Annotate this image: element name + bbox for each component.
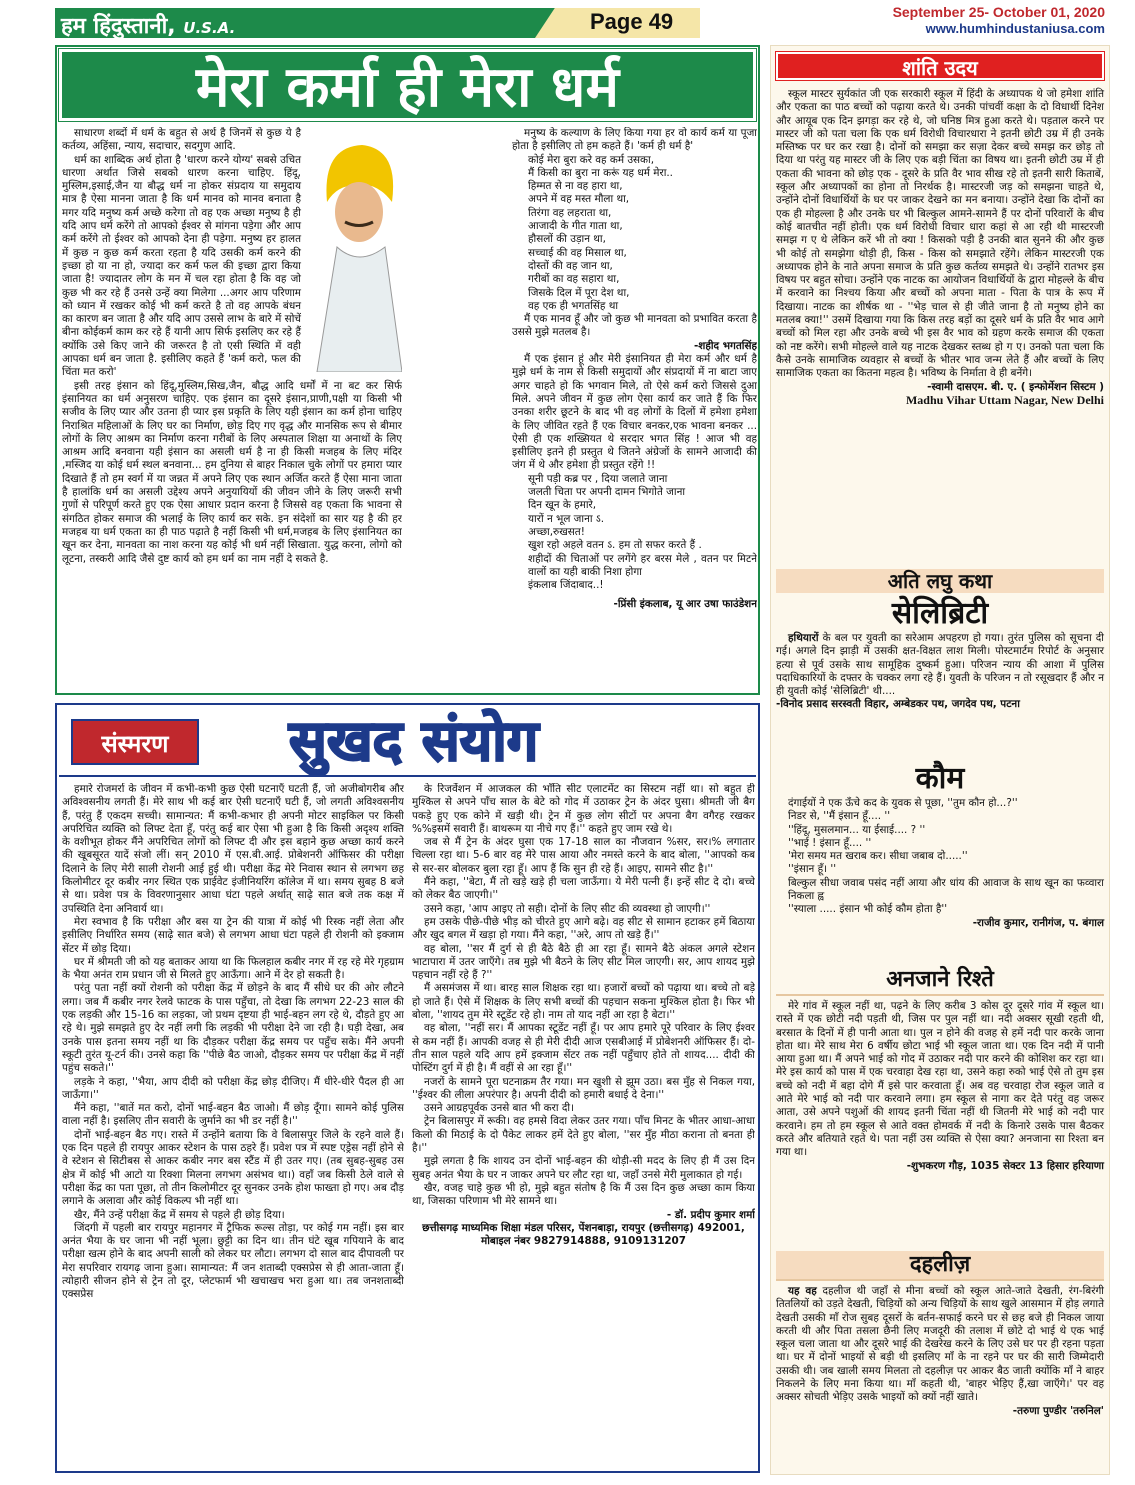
paragraph: इसी तरह इंसान को हिंदू,मुस्लिम,सिख,जैन, बौद्ध आदि धर्मों में ना बट कर सिर्फ इंसानियत का धर्म अनुसरण चाहिए. एक इंसान का दूसरे इंसान,प्राणी,पक्षी या किसी भी सजीव के लिए प्यार और उतना ही प्यार इस प्रकृति के लिए यही इंसान का कर्म होना चाहिए निराश्रित महिलाओं के लिए घर का निर्माण, छोड़ दिए गए वृद्ध और मानसिक रूप से बीमार लोगों के लिए आश्रम का निर्माण करना गरीबों के लिए अस्पताल शिक्षा या अनाथों के लिए आश्रम आदि बनवाना यही इंसान का असली धर्म है ना ही किसी मजहब के लिए मंदिर ,मस्जिद या कोई धर्म स्थल बनवाना... हम दुनिया से बाहर निकाल चुके लोगों पर हमारा प्यार दिखाते हैं तो हम स्वर्ग में या जन्नत में अपने लिए एक स्थान अर्जित करते हैं ऐसा माना जाता है हालांकि धर्म का असली उद्देश्य अपने अनुयायियों की जीवन जीने के लिए जरूरी सभी गुणों से परिपूर्ण करते हुए एक ऐसा आधार प्रदान करना है जिससे वह एकता कि भावना से संगठित होकर समाज की भलाई के लिए कार्य कर सके. इन संदेशों का सार यह है की हर मजहब या धर्म एकता का ही पाठ पढ़ाते है नहीं किसी भी धर्म,मजहब के लिए इंसानियत का खून कर देना, मानवता का नाश करना यह कोई भी धर्म नहीं सिखाता. युद्ध करना, लोगो को लूटना, तस्करी आदि जैसे दुष्ट कार्य को हम धर्म का नाम नहीं दे सकते है.: [62, 379, 402, 565]
article-column-2: [412, 783, 755, 1469]
page-number: Page 49: [590, 9, 674, 34]
text-line: बिल्कुल सीधा जवाब पसंद नहीं आया और धांय की आवाज के साथ खून का फव्वारा निकला ह्व: [788, 876, 1104, 903]
author-address: Madhu Vihar Uttam Nagar, New Delhi: [905, 392, 1104, 407]
section-ati-laghu-katha: [776, 569, 1104, 593]
paragraph: जिंदगी में पहली बार रायपुर महानगर में ट्रैफिक रूल्स तोड़ा, पर कोई गम नहीं। इस बार अनंत भैया के घर जाना भी नहीं भूला। छुट्टी का दिन था। तीन घंटे खूब गपियाने के बाद परीक्षा खत्म होने के बाद अपनी साली को लेकर घर लौटा। लगभग दो साल बाद दीपावली पर मेरा सपरिवार रायगढ़ जाना हुआ। सामान्यत: मैं जन शताब्दी एक्सप्रेस से ही आता-जाता हूँ। त्योहारी सीजन होने से ट्रेन तो दूर, प्लेटफार्म भी खचाखच भरा हुआ था। तब जनशताब्दी एक्सप्रेस: [62, 1221, 404, 1301]
paragraph: उसने आग्रहपूर्वक उनसे बात भी करा दी।: [424, 1102, 575, 1115]
paragraph: मैं एक इंसान हूं और मेरी इंसानियत ही मेरा कर्म और धर्म है मुझे धर्म के नाम से किसी समुदायों और संप्रदायों में ना बाटा जाए अगर चाहते हो कि भगवान मिले, तो ऐसे कर्म करो जिससे दुआ मिले. अपने जीवन में कुछ लोग ऐसा कार्य कर जाते हैं कि फिर उनका शरीर छूटने के बाद भी वह लोगों के दिलों में हमेशा हमेशा के लिए जीवित रहते हैं एक विचार बनकर,एक भावना बनकर ... ऐसी ही एक शख्सियत थे सरदार भगत सिंह ! आज भी वह इसीलिए इतने ही प्रस्तुत थे जितने अंग्रेजों के सामने आजादी की जंग में थे और हमेशा ही प्रस्तुत रहेंगे !!: [512, 353, 757, 472]
issue-date: September 25- October 01, 2020: [892, 4, 1105, 20]
section-tag: संस्मरण: [71, 719, 199, 765]
page-header: [55, 4, 1105, 40]
paragraph: खैर, मैंने उन्हें परीक्षा केंद्र में समय से पहले ही छोड़ दिया।: [74, 1208, 285, 1221]
text-line: हिम्मत से ना वह हारा था,: [528, 180, 623, 193]
masthead-suffix: U.S.A.: [183, 19, 236, 37]
text-line: अच्छा,रुखसत!: [528, 525, 585, 538]
paragraph: दोनों भाई-बहन बैठ गए। रास्ते में उन्होंने बताया कि वे बिलासपुर जिले के रहने वाले हैं। एक दिन पहले ही रायपुर आकर स्टेशन के पास ठहरे हैं। प्रवेश पत्र में स्पष्ट एड्रेस नहीं होने से वे स्टेशन से सिटीबस से आकर कबीर नगर बस स्टैंड में ही उतर गए। (तब सुबह-सुबह उस क्षेत्र में कोई भी आटो या रिक्शा मिलना लगभग असंभव था।) वहाँ जब किसी ठेले वाले से परीक्षा केंद्र का पता पूछा, तो तीन किलोमीटर दूर सुनकर उनके होश फाख्ता हो गए। अब दौड़ लगाने के अलावा और कोई विकल्प भी नहीं था।: [62, 1128, 404, 1208]
bhagat-singh-portrait: [307, 127, 402, 372]
story-anjane-rishte: [776, 966, 1104, 1173]
text-line: गरीबों का वह सहारा था,: [528, 273, 620, 286]
text-line: जिसके दिल में पूरा देश था,: [528, 286, 630, 299]
text-line: वह एक ही भगतसिंह था: [528, 299, 619, 312]
story-text: मेरे गांव में स्कूल नहीं था, पढ़ने के लिए करीब 3 कोस दूर दूसरे गांव में स्कूल था। रास्ते में एक छोटी नदी पड़ती थी, जिस पर पुल नहीं था। नदी अक्सर सूखी रहती थी, बरसात के दिनों में ही पानी आता था। पुल न होने की वजह से हमें नदी पार करके जाना होता था। मेरे साथ मेरा 6 वर्षीय छोटा भाई भी स्कूल जाता था। एक दिन नदी में पानी आया हुआ था। मैं अपने भाई को गोद में उठाकर नदी पार करने की कोशिश कर रहा था। मेरे इस कार्य को पास में एक चरवाहा देख रहा था, उसने कहा रुको भाई ऐसे तो तुम इस बच्चे को नदी में बहा दोगे मैं इसे पार करवाता हूँ। अब वह चरवाहा रोज स्कूल जाते व आते मेरे भाई को नदी पार करवाने लगा। हम स्कूल से नागा कर देते परंतु वह जरूर आता, उसे अपने पशुओं की शायद इतनी चिंता नहीं थी जितनी मेरे भाई को नदी पार करवाने। हम तो हम स्कूल से आते वक्त होमवर्क में नदी के किनारे उसके पास बैठकर करते और बतियाते रहते थे। पता नहीं उस व्यक्ति से ऐसा क्या? अनजाना सा रिश्ता बन गया था।: [776, 1000, 1104, 1159]
article-column-1: [62, 127, 402, 689]
story-celebrity: [776, 596, 1104, 712]
paragraph: ट्रेन बिलासपुर में रूकी। वह हमसे विदा लेकर उतर गया। पाँच मिनट के भीतर आधा-आधा किलो की मिठाई के दो पैकेट लाकर हमें देते हुए बोला, ''सर मुँह मीठा कराना तो बनता ही है।'': [412, 1115, 755, 1155]
text-line: सूनी पड़ी कब्र पर , दिया जलाते जाना: [528, 472, 668, 485]
text-line: मैं किसी का बुरा ना करूं यह धर्म मेरा..: [528, 166, 673, 179]
article-headline: मेरा कर्मा ही मेरा धर्म: [59, 49, 756, 121]
paragraph: नजरों के सामने पूरा घटनाक्रम तैर गया। मन खुशी से झूम उठा। बस मुँह से निकल गया, ''ईश्वर की लीला अपरंपार है। अपनी दीदी को हमारी बधाई दे देना।'': [412, 1075, 755, 1101]
story-title: दहलीज़: [776, 1251, 1104, 1281]
text-line: जलती चिता पर अपनी दामन भिगोते जाना: [528, 486, 686, 499]
quote-attribution: -शहीद भगतसिंह: [693, 339, 757, 352]
story-dahleez: [776, 1251, 1104, 1418]
text-line: हौसलों की उड़ान था,: [528, 233, 606, 246]
paragraph: साधारण शब्दों में धर्म के बहुत से अर्थ है जिनमें से कुछ ये है कर्तव्य, अहिंसा, न्याय, सदाचार, सदगुण आदि.: [62, 127, 301, 153]
paragraph: लड़के ने कहा, ''भैया, आप दीदी को परीक्षा केंद्र छोड़ दीजिए। मैं धीरे-धीरे पैदल ही आ जाऊँगा।'': [62, 1075, 404, 1101]
article-banner: [59, 707, 756, 777]
paragraph: धर्म का शाब्दिक अर्थ होता है 'धारण करने योग्य' सबसे उचित धारणा अर्थात जिसे सबको धारण करना चाहिए. हिंदू, मुस्लिम,इसाई,जैन या बौद्ध धर्म ना होकर संप्रदाय या समुदाय मात्र है ऐसा मानना जाता है कि धर्म मानव को मानव बनाता है मगर यदि मनुष्य कर्म अच्छे करेगा तो वह एक अच्छा मनुष्य है ही यदि आप धर्म करेंगे तो आपको ईश्वर से मांगना पड़ेगा और आप कर्म करेंगे तो ईश्वर को आपको देना ही पड़ेगा. मनुष्य हर हालत में कुछ न कुछ कर्म करता रहता है यदि उसकी कर्म करने की इच्छा हो या ना हो, ज्यादा कर कर्म फल की इच्छा द्वारा किया जाता है! ज्यादातर लोग के मन में चल रहा होता है कि वह जो कुछ भी कर रहे हैं उनसे उन्हें क्या मिलेगा ...अगर आप परिणाम को ध्यान में रखकर कोई भी कर्म करते है तो वह आपके बंधन का कारण बन जाता है और यदि आप उससे लाभ के बारे में सोचें बीना कोईकर्म काम कर रहे हैं यानी आप सिर्फ इसलिए कर रहे हैं क्योंकि उसे किए जाने की जरूरत है तो एसी स्थिति में वही आपका धर्म बन जाता है. इसीलिए कहते हैं 'कर्म करो, फल की चिंता मत करो': [62, 153, 301, 379]
text-line: सच्चाई की वह मिसाल था,: [528, 246, 627, 259]
text-line: ''भाई ! इंसान हूँ.... '': [788, 836, 872, 849]
paragraph: जब से मैं ट्रेन के अंदर घुसा एक 17-18 साल का नौजवान %सर, सर।% लगातार चिल्ला रहा था। 5-6 बार वह मेरे पास आया और नमस्ते करने के बाद बोला, ''आपको कब से सर-सर बोलकर बुला रहा हूँ। आप हैं कि सुन ही रहे हैं। आइए, सामने सीट है।'': [412, 836, 755, 875]
paragraph: उसने कहा, 'आप आइए तो सही। दोनों के लिए सीट की व्यवस्था हो जाएगी।'': [424, 902, 711, 915]
text-line: ''हिंदू, मुसलमान... या ईसाई.... ? '': [788, 823, 926, 836]
text-line: दोस्तों की वह जान था,: [528, 259, 613, 272]
paragraph: मैं असमंजस में था। बारह साल शिक्षक रहा था। हजारों बच्चों को पढ़ाया था। बच्चे तो बड़े हो जाते हैं। ऐसे में शिक्षक के लिए सभी बच्चों की पहचान सकना मुश्किल होता है। फिर भी बोला, ''शायद तुम मेरे स्टूडेंट रहे हो। नाम तो याद नहीं आ रहा है बेटा।'': [412, 982, 755, 1022]
text-line: अपने में वह मस्त मौला था,: [528, 193, 630, 206]
text-line: कोई मेरा बुरा करे वह कर्म उसका,: [528, 153, 655, 166]
paragraph: के रिजर्वेशन में आजकल की भाँति सीट एलाटमेंट का सिस्टम नहीं था। सो बहुत ही मुश्किल से अपने पाँच साल के बेटे को गोद में उठाकर ट्रेन के अंदर घुसा। श्रीमती जी बैग पकड़े हुए एक कोने में खड़ी थी। ट्रेन में कुछ लोग सीटों पर अपना बैग वगैरह रखकर %%इसमें सवारी हैं। बाथरूम या नीचे गए हैं।'' कहते हुए जाम रखे थे।: [412, 783, 755, 835]
paragraph: मुझे लगता है कि शायद उन दोनों भाई-बहन की थोड़ी-सी मदद के लिए ही मैं उस दिन सुबह अनंत भैया के घर न जाकर अपने घर लौट रहा था, जहाँ उनसे मेरी मुलाकात हो गई।: [412, 1155, 755, 1181]
article-author: -प्रिंसी इंकलाब, यू आर उषा फाउंडेशन: [613, 598, 757, 611]
paragraph: मनुष्य के कल्याण के लिए किया गया हर वो कार्य कर्म या पूजा होता है इसीलिए तो हम कहते हैं। 'कर्म ही धर्म है': [512, 127, 757, 153]
text-line: शहीदों की चिताओं पर लगेंगे हर बरस मेले , वतन पर मिटने वालों का यही बाकी निशा होगा: [528, 552, 757, 578]
story-lead: हथियारों: [788, 632, 819, 644]
story-shanti-uday: [776, 52, 1104, 407]
text-line: 'मेरा समय मत खराब कर। सीधा जबाब दो.....'': [788, 850, 968, 863]
text-line: दंगाईयों ने एक ऊँचे कद के युवक से पूछा, ''तुम कौन हो...?'': [788, 797, 1018, 809]
paragraph: मैंने कहा, ''बेटा, मैं तो खड़े खड़े ही चला जाऊँगा। ये मेरी पत्नी हैं। इन्हें सीट दे दो। बच्चे को लेकर बैठ जाएगी।'': [412, 876, 755, 902]
paragraph: मैं एक मानव हूँ और जो कुछ भी मानवता को प्रभावित करता है उससे मुझे मतलब है।: [512, 313, 757, 339]
article-karma-dharma: [55, 45, 760, 695]
story-lead: यह वह: [788, 1285, 817, 1297]
paragraph: घर में श्रीमती जी को यह बताकर आया था कि फिलहाल कबीर नगर में रह रहे मेरे गृहग्राम के भैया अनंत राम प्रधान जी से मिलते हुए आऊँगा। आने में देर हो सकती है।: [62, 955, 404, 982]
story-title: सेलिब्रिटी: [891, 596, 989, 631]
text-line: इंकलाब जिंदाबाद..!: [528, 579, 604, 592]
article-column-1: [62, 783, 404, 1469]
text-line: तिरंगा वह लहराता था,: [528, 206, 612, 219]
story-title: शांति उदय: [776, 52, 1104, 80]
story-text: स्कूल मास्टर सुर्यकांत जी एक सरकारी स्कूल में हिंदी के अध्यापक थे जो हमेशा शांति और एकता का पाठ बच्चों को पढ़ाया करते थे। उनकी पांचवीं कक्षा के दो विधार्थी दिनेश और आयूब एक दिन झगड़ा कर रहे थे, जो घनिष्ठ मित्र हुआ करते थे। पड़ताल करने पर मास्टर जी को पता चला कि एक धर्म विरोधी विचारधारा ने इतनी छोटी उम्र में ही उनके मस्तिष्क पर घर कर रखा है। दोनों को समझा कर सज़ा देकर बच्चे समझ कर छोड़ तो दिया था परंतु यह मास्टर जी के लिए एक बड़ी चिंता का विषय था। इतनी छोटी उम्र में ही एकता की भावना को छोड़ एक - दूसरे के प्रति वैर भाव सीख रहे तो इतनी सारी किताबें, स्कूल और अध्यापकों का होना तो निरर्थक है। मास्टरजी जड़ को समझना चाहते थे, उन्होंने दोनों विधार्थियों के घर पर जाकर देखने का मन बनाया। उन्होंने देखा कि दोनों का एक ही मोहल्ला है और उनके घर भी बिल्कुल आमने-सामने हैं पर दोनों परिवारों के बीच कोई बातचीत नहीं होती। एक धर्म विरोधी विचार धारा कहां से आ रही थी मास्टरजी समझ ग ए थे लेकिन करें भी तो क्या ! किसको पड़ी है उनकी बात सुनने की और कुछ भी कोई तो समझेगा थोड़ी ही, किस - किस को समझाते रहेंगे। लेकिन मास्टरजी एक अध्यापक होने के नाते अपना समाज के प्रति कुछ कर्तव्य समझते थे। उन्होंने रातभर इस विषय पर बहुत सोचा। उन्होंने एक नाटक का आयोजन विधार्थियों के द्वारा मोहल्ले के बीच में करवाने का निश्चय किया और बच्चों को अपना माता - पिता के पात्र के रूप में दिखाया। नाटक का शीर्षक था - ''भेड़ चाल से ही जीते जाना है तो मनुष्य होने का मतलब क्या!'' उसमें दिखाया गया कि किस तरह बड़ों का दूसरे धर्म के प्रति वैर भाव आगे बच्चों को मिल रहा और उनके बच्चे भी इस वैर भाव को ग्रहण करके समाज की एकता को नष्ट करेंगे। सभी मोहल्ले वाले यह नाटक देखकर स्तब्ध हो ग ए। उनको पता चला कि कैसे उनके सामाजिक व्यवहार से बच्चों के भीतर भाव जन्म लेते हैं और बच्चों के लिए सामाजिक एकता का कितना महत्व है। भविष्य के निर्माता वे ही बनेंगे।: [776, 88, 1104, 380]
website-link[interactable]: www.humhindustaniusa.com: [925, 21, 1105, 36]
poem-2: [512, 473, 757, 593]
paragraph: वह बोला, ''सर मैं दुर्ग से ही बैठे बैठे ही आ रहा हूँ। सामने बैठे अंकल अगले स्टेशन भाटापारा में उतर जाएँगे। तब मुझे भी बैठने के लिए सीट मिल जाएगी। सर, आप शायद मुझे पहचान नहीं रहे हैं ?'': [412, 942, 755, 982]
masthead-title: हम हिंदुस्तानी,: [61, 14, 176, 39]
author-address: छत्तीसगढ़ माध्यमिक शिक्षा मंडल परिसर, पेंशनबाड़ा, रायपुर (छत्तीसगढ़) 492001, मोबाइल नंबर 9827914888, 9109131207: [422, 1221, 745, 1248]
section-title: अति लघु कथा: [776, 569, 1104, 593]
text-line: निडर से, ''मैं इंसान हूँ.... '': [788, 810, 891, 823]
text-line: यारों न भूल जाना ऽ.: [528, 512, 605, 525]
story-kaum: [776, 761, 1104, 930]
article-author: - डॉ. प्रदीप कुमार शर्मा: [666, 1208, 755, 1221]
story-text: के बल पर युवती का सरेआम अपहरण हो गया। तुरंत पुलिस को सूचना दी गई। अगले दिन झाड़ी में उसकी क्षत-विक्षत लाश मिली। पोस्टमार्टम रिपोर्ट के अनुसार हत्या से पूर्व उसके साथ सामूहिक दुष्कर्म हुआ। परिजन न्याय की आशा में पुलिस पदाधिकारियों के दफ्तर के चक्कर लगा रहे हैं। युवती के परिजन न तो रसूखदार हैं और न ही युवती कोई 'सेलिब्रिटी' थी....: [776, 632, 1104, 698]
right-sidebar-stories: [770, 45, 1110, 1475]
paragraph: वह बोला, ''नहीं सर। मैं आपका स्टूडेंट नहीं हूँ। पर आप हमारे पूरे परिवार के लिए ईश्वर से कम नहीं हैं। आपकी वजह से ही मेरी दीदी आज एसबीआई में प्रोबेशनरी ऑफिसर हैं। दो-तीन साल पहले यदि आप हमें इक्जाम सेंटर तक नहीं पहुँचाए होते तो शायद.... दीदी की पोस्टिंग दुर्ग में ही है। मैं वहीं से आ रहा हूँ।'': [412, 1022, 755, 1075]
paragraph: मैंने कहा, ''बातें मत करो, दोनों भाई-बहन बैठ जाओ। मैं छोड़ दूँगा। सामने कोई पुलिस वाला नहीं है। इसलिए तीन सवारी के जुर्माने का भी डर नहीं है।'': [62, 1102, 404, 1128]
text-line: आजादी के गीत गाता था,: [528, 220, 623, 233]
masthead: [61, 10, 235, 40]
paragraph: हमारे रोजमर्रा के जीवन में कभी-कभी कुछ ऐसी घटनाएँ घटती हैं, जो अजीबोगरीब और अविश्वसनीय लगती हैं। मेरे साथ भी कई बार ऐसी घटनाएँ घटी हैं, जो लगती अविश्वसनीय हैं, परंतु हैं एकदम सच्ची। सामान्यत: मैं कभी-कभार ही अपनी मोटर साइकिल पर किसी अपरिचित व्यक्ति को लिफ्ट देता हूँ, परंतु कई बार ऐसा भी हुआ है कि किसी अदृश्य शक्ति के वशीभूत होकर मैंने अपरिचित लोगों को लिफ्ट दी और इस बहाने कुछ अच्छा कार्य करने की खूबसूरत यादें संजो लीं। सन् 2010 में एस.बी.आई. प्रोबेशनरी ऑफिसर की परीक्षा दिलाने के लिए मेरी साली रोशनी आई हुई थी। परीक्षा केंद्र मेरे निवास स्थान से लगभग छह किलोमीटर दूर कबीर नगर स्थित एक प्राईवेट इंजीनियरिंग कॉलेज में था। समय सुबह 8 बजे से था। प्रवेश पत्र के विवरणानुसार आधा घंटा पहले अर्थात् साढ़े सात बजे तक कक्ष में उपस्थिति देना अनिवार्य था।: [62, 783, 404, 915]
story-author: -विनोद प्रसाद सरस्वती विहार, अम्बेडकर पथ, जगदेव पथ, पटना: [776, 698, 1020, 711]
paragraph: हम उसके पीछे-पीछे भीड़ को चीरते हुए आगे बढ़े। वह सीट से सामान हटाकर हमें बिठाया और खुद बगल में खड़ा हो गया। मैंने कहा, ''अरे, आप तो खड़े हैं।'': [412, 915, 755, 942]
story-author: -स्वामी दासएम. बी. ए. ( इन्फोर्मेशन सिस्टम ): [927, 380, 1104, 393]
story-author: -तरुणा पुण्डीर 'तरुनिल': [1012, 1404, 1104, 1417]
paragraph: परंतु पता नहीं क्यों रोशनी को परीक्षा केंद्र में छोड़ने के बाद मैं सीधे घर की ओर लौटने लगा। जब मैं कबीर नगर रेलवे फाटक के पास पहुँचा, तो देखा कि लगभग 22-23 साल की एक लड़की और 15-16 का लड़का, जो प्रथम दृष्टया ही भाई-बहन लग रहे थे, दौड़ते हुए आ रहे थे। मुझे समझते हुए देर नहीं लगी कि लड़की भी परीक्षा देने जा रही है। घड़ी देखा, अब उनके पास इतना समय नहीं था कि दौड़कर परीक्षा केंद्र समय पर पहुँच सके। मैंने अपनी स्कूटी तुरंत यू-टर्न की। उनसे कहा कि ''पीछे बैठ जाओ, दौड़कर समय पर परीक्षा केंद्र में नहीं पहुंच सकते।'': [62, 982, 404, 1075]
story-title: कौम: [915, 761, 965, 796]
poem-1: [512, 154, 757, 314]
text-line: ''स्याला ..... इंसान भी कोई कौम होता है'': [788, 903, 948, 916]
story-text: दहलीज थी जहाँ से मीना बच्चों को स्कूल आते-जाते देखती, रंग-बिरंगी तितलियों को उड़ते देखती, चिड़ियों को अन्य चिड़ियों के साथ खुले आसमान में होड़ लगाते देखती उसकी माँ रोज सुबह दूसरों के बर्तन-सफाई करने घर से छह बजे ही निकल जाया करती थी और पिता तसला छैनी लिए मजदूरी की तलाश में छोटे दो भाई थे एक भाई स्कूल चला जाता था और दूसरे भाई की देखरेख करने के लिए उसे घर पर ही रहना पड़ता था। घर में दोनों भाइयों से बड़ी थी इसलिए माँ के ना रहने पर घर की सारी जिम्मेदारी उसकी थी। जब खाली समय मिलता तो दहलीज़ पर आकर बैठ जाती क्योंकि माँ ने बाहर निकलने के लिए मना किया था। माँ कहती थी, 'बाहर भेड़िए हैं,खा जाएँगे।' पर वह अक्सर सोचती भेड़िए उसके भाइयों को क्यों नहीं खाते।: [776, 1285, 1104, 1404]
story-title: अनजाने रिश्ते: [776, 966, 1104, 996]
paragraph: खैर, वजह चाहे कुछ भी हो, मुझे बहुत संतोष है कि मैं उस दिन कुछ अच्छा काम किया था, जिसका परिणाम भी मेरे सामने था।: [412, 1181, 755, 1208]
text-line: खुश रहो अहले वतन ऽ. हम तो सफर करते हैं .: [528, 539, 702, 552]
article-headline: सुखद संयोग: [289, 709, 539, 774]
article-column-2: [512, 127, 757, 689]
text-line: दिन खून के हमारे,: [528, 499, 597, 512]
story-author: -राजीव कुमार, रानीगंज, प. बंगाल: [972, 916, 1104, 929]
article-sukhad-sanyog: [55, 703, 760, 1473]
text-line: ''इंसान हूँ। '': [788, 863, 837, 876]
paragraph: मेरा स्वभाव है कि परीक्षा और बस या ट्रेन की यात्रा में कोई भी रिस्क नहीं लेता और इसीलिए निर्धारित समय (साढ़े सात बजे) से लगभग आधा घंटा पहले ही रोशनी को इक्जाम सेंटर में छोड़ दिया।: [62, 915, 404, 955]
story-author: -शुभकरण गौड़, 1035 सेक्टर 13 हिसार हरियाणा: [906, 1159, 1104, 1172]
